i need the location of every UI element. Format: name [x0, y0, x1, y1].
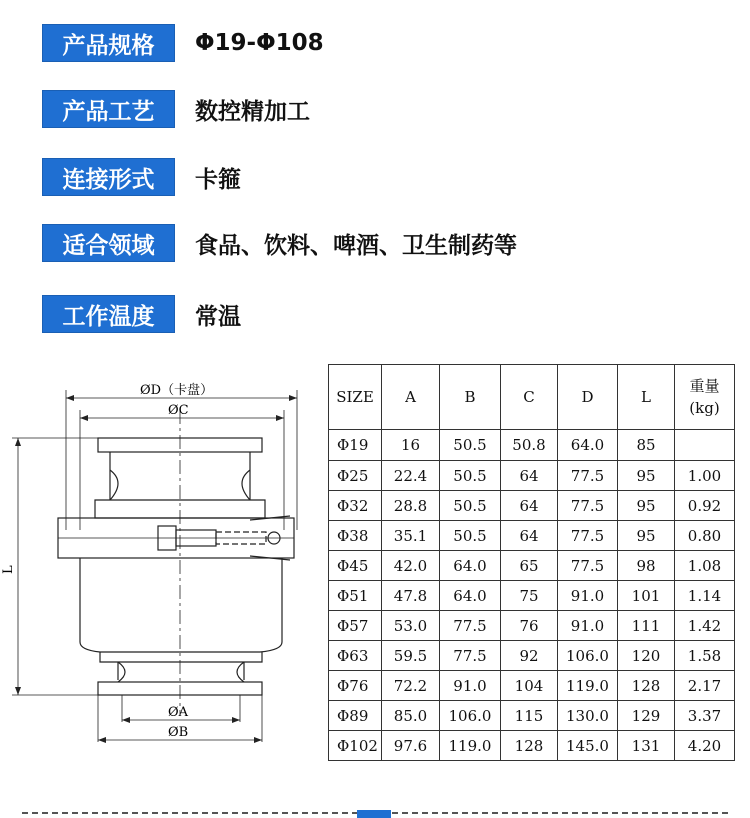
size-cell: Φ89 — [329, 701, 382, 731]
table-cell: 2.17 — [675, 671, 735, 701]
table-header-row — [329, 365, 735, 430]
table-cell: 64 — [501, 521, 558, 551]
table-cell: 4.20 — [675, 731, 735, 761]
table-cell: 77.5 — [440, 611, 501, 641]
table-row — [329, 430, 735, 461]
table-cell: 77.5 — [440, 641, 501, 671]
size-cell: Φ63 — [329, 641, 382, 671]
table-cell: 95 — [618, 491, 675, 521]
table-cell: 115 — [501, 701, 558, 731]
spec-label: 连接形式 — [42, 158, 175, 196]
table-cell: 0.92 — [675, 491, 735, 521]
table-cell: 0.80 — [675, 521, 735, 551]
size-cell: Φ38 — [329, 521, 382, 551]
table-cell: 119.0 — [440, 731, 501, 761]
table-cell: 35.1 — [382, 521, 440, 551]
table-cell: 1.58 — [675, 641, 735, 671]
check-valve-drawing — [0, 370, 325, 760]
spec-row-connection — [42, 157, 241, 197]
table-cell: 16 — [382, 430, 440, 461]
size-cell: Φ51 — [329, 581, 382, 611]
table-cell: 111 — [618, 611, 675, 641]
table-row — [329, 491, 735, 521]
header-l: L — [618, 365, 675, 430]
table-cell: 64 — [501, 461, 558, 491]
table-cell: 64.0 — [558, 430, 618, 461]
table-cell: 3.37 — [675, 701, 735, 731]
table-cell: 53.0 — [382, 611, 440, 641]
table-cell: 95 — [618, 521, 675, 551]
table-cell: 22.4 — [382, 461, 440, 491]
dimension-label-D: ØD（卡盘） — [140, 383, 214, 398]
spec-row-size — [42, 23, 324, 63]
table-cell: 50.5 — [440, 521, 501, 551]
header-a: A — [382, 365, 440, 430]
table-row — [329, 551, 735, 581]
header-weight: 重量 (kg) — [675, 365, 735, 430]
dimension-label-A: ØA — [168, 705, 189, 720]
spec-value: 食品、饮料、啤酒、卫生制药等 — [195, 232, 517, 259]
table-row — [329, 581, 735, 611]
table-row — [329, 671, 735, 701]
table-cell: 145.0 — [558, 731, 618, 761]
spec-row-process — [42, 89, 310, 129]
dimension-label-L: L — [1, 565, 16, 574]
spec-value: 数控精加工 — [195, 98, 310, 125]
header-b: B — [440, 365, 501, 430]
table-row — [329, 521, 735, 551]
table-cell: 1.08 — [675, 551, 735, 581]
table-cell: 72.2 — [382, 671, 440, 701]
divider-accent — [357, 810, 391, 818]
table-cell: 91.0 — [558, 611, 618, 641]
table-row — [329, 731, 735, 761]
table-cell: 64.0 — [440, 551, 501, 581]
table-cell: 42.0 — [382, 551, 440, 581]
table-cell: 97.6 — [382, 731, 440, 761]
table-cell: 130.0 — [558, 701, 618, 731]
header-d: D — [558, 365, 618, 430]
table-cell: 64 — [501, 491, 558, 521]
table-cell: 50.5 — [440, 491, 501, 521]
table-cell: 101 — [618, 581, 675, 611]
table-row — [329, 611, 735, 641]
table-cell: 77.5 — [558, 491, 618, 521]
table-cell: 98 — [618, 551, 675, 581]
table-row — [329, 701, 735, 731]
table-cell: 77.5 — [558, 521, 618, 551]
table-cell: 92 — [501, 641, 558, 671]
size-cell: Φ25 — [329, 461, 382, 491]
dimension-label-C: ØC — [168, 403, 189, 418]
spec-label: 适合领域 — [42, 224, 175, 262]
spec-row-temperature — [42, 294, 241, 334]
size-cell: Φ76 — [329, 671, 382, 701]
table-cell: 131 — [618, 731, 675, 761]
spec-row-application — [42, 223, 517, 263]
size-cell: Φ57 — [329, 611, 382, 641]
spec-label: 产品规格 — [42, 24, 175, 62]
spec-label: 工作温度 — [42, 295, 175, 333]
spec-value: 常温 — [195, 303, 241, 330]
table-cell: 128 — [618, 671, 675, 701]
table-cell: 85 — [618, 430, 675, 461]
table-cell: 91.0 — [558, 581, 618, 611]
table-cell: 106.0 — [558, 641, 618, 671]
table-cell: 76 — [501, 611, 558, 641]
size-cell: Φ45 — [329, 551, 382, 581]
table-cell: 50.5 — [440, 430, 501, 461]
header-size: SIZE — [329, 365, 382, 430]
table-cell: 1.42 — [675, 611, 735, 641]
size-cell: Φ19 — [329, 430, 382, 461]
table-cell: 77.5 — [558, 551, 618, 581]
table-cell: 104 — [501, 671, 558, 701]
table-row — [329, 641, 735, 671]
table-cell: 50.5 — [440, 461, 501, 491]
spec-label: 产品工艺 — [42, 90, 175, 128]
spec-value: 卡箍 — [195, 166, 241, 193]
table-cell: 128 — [501, 731, 558, 761]
table-cell: 129 — [618, 701, 675, 731]
table-cell: 28.8 — [382, 491, 440, 521]
table-cell: 95 — [618, 461, 675, 491]
table-cell: 1.00 — [675, 461, 735, 491]
table-cell: 47.8 — [382, 581, 440, 611]
table-cell: 59.5 — [382, 641, 440, 671]
table-cell: 120 — [618, 641, 675, 671]
dimension-label-B: ØB — [168, 725, 189, 740]
table-cell — [675, 430, 735, 461]
header-c: C — [501, 365, 558, 430]
size-cell: Φ102 — [329, 731, 382, 761]
spec-value: Φ19-Φ108 — [195, 30, 324, 56]
table-cell: 91.0 — [440, 671, 501, 701]
table-row — [329, 461, 735, 491]
table-cell: 119.0 — [558, 671, 618, 701]
table-cell: 85.0 — [382, 701, 440, 731]
table-cell: 77.5 — [558, 461, 618, 491]
dimension-table — [328, 364, 735, 761]
table-cell: 75 — [501, 581, 558, 611]
table-cell: 106.0 — [440, 701, 501, 731]
table-cell: 50.8 — [501, 430, 558, 461]
size-cell: Φ32 — [329, 491, 382, 521]
table-cell: 64.0 — [440, 581, 501, 611]
table-cell: 65 — [501, 551, 558, 581]
table-cell: 1.14 — [675, 581, 735, 611]
